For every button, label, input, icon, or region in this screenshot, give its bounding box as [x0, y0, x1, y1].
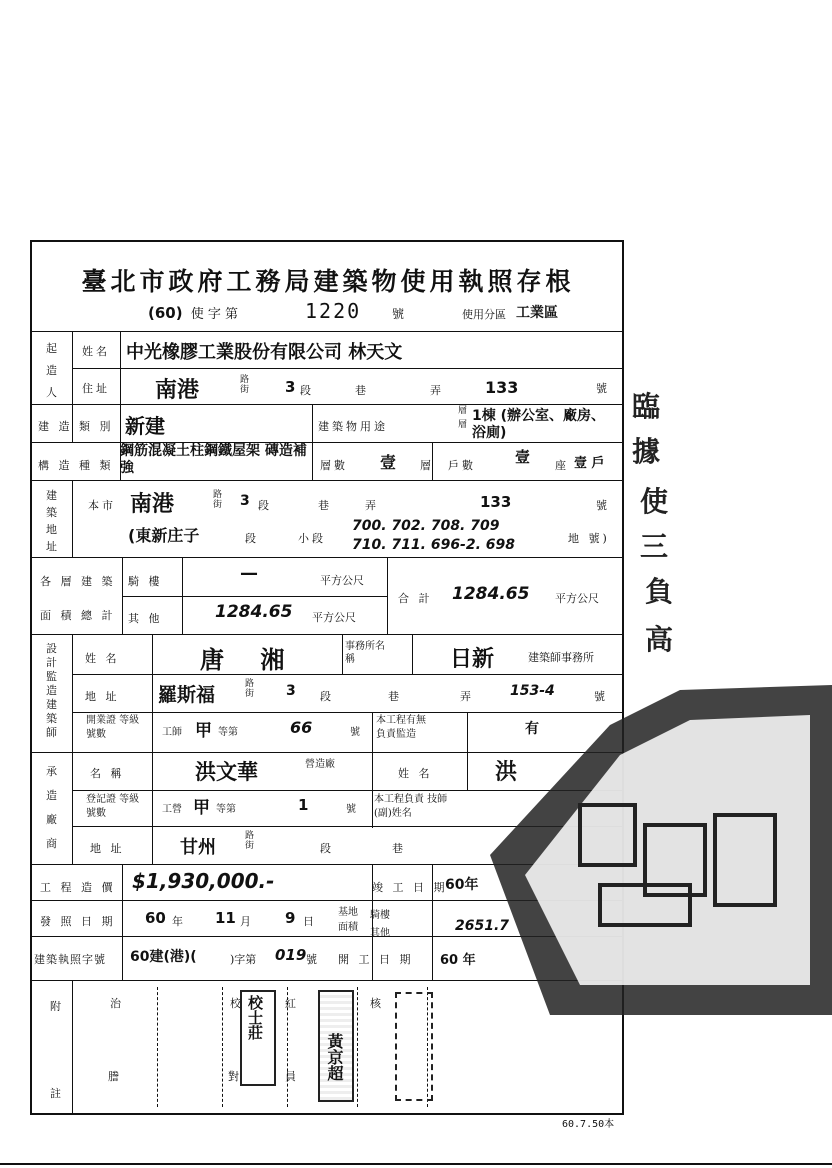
site-district-section: 段: [245, 532, 259, 545]
license-number: 1220: [305, 299, 362, 323]
issue-month: 11: [215, 909, 236, 927]
households-unit2: 壹 戶: [574, 456, 605, 471]
site-lots-label: 地 號): [568, 532, 610, 545]
designer-section: 3: [286, 683, 296, 699]
area-total-unit: 平方公尺: [555, 592, 599, 605]
contractor-section-label: 段: [320, 842, 334, 855]
edge-char-5: 負: [645, 575, 674, 608]
site-alley-label: 弄: [365, 499, 379, 512]
issue-month-label: 月: [240, 915, 254, 928]
applicant-lane-label: 巷: [355, 384, 369, 397]
site-group-label: 建 築 地 址: [46, 489, 60, 553]
start-value: 60 年: [440, 953, 476, 968]
issue-year-label: 年: [172, 915, 186, 928]
contractor-person-label: 姓 名: [398, 767, 433, 780]
issue-year: 60: [145, 909, 166, 927]
use-value: 1棟 (辦公室、廠房、浴廁): [472, 408, 606, 441]
designer-office: 日新: [450, 647, 495, 672]
designer-office-label: 事務所名稱: [345, 641, 385, 665]
remarks-top: 附: [50, 1000, 64, 1013]
site-road-unit: 路 街: [213, 490, 223, 510]
applicant-alley-label: 弄: [430, 384, 444, 397]
households-label: 戶數: [448, 459, 476, 472]
designer-reg-label: 開業證 等級號數: [86, 715, 140, 740]
designer-number-label: 號: [594, 690, 608, 703]
designer-reg-grade: 甲: [195, 721, 212, 741]
site-section-label: 段: [258, 499, 272, 512]
contractor-lane-label: 巷: [392, 842, 406, 855]
area-label-2: 面 積 總 計: [40, 609, 116, 622]
zone-label: 使用分區: [462, 308, 506, 321]
site-number-label: 號: [596, 499, 610, 512]
site-lots-2: 710. 711. 696-2. 698: [352, 537, 516, 553]
contractor-name-label: 名 稱: [90, 767, 125, 780]
cost-label: 工 程 造 價: [40, 881, 116, 894]
designer-reg-grade-label: 等第: [218, 727, 238, 738]
applicant-road-unit: 路 街: [240, 375, 250, 395]
document-title: 臺北市政府工務局建築物使用執照存根: [81, 267, 575, 296]
contractor-name: 洪文華: [195, 760, 258, 784]
arcade-unit: 平方公尺: [320, 574, 364, 587]
site-city: 本市: [88, 499, 116, 512]
issue-label: 發 照 日 期: [40, 915, 116, 928]
designer-alley-label: 弄: [460, 690, 474, 703]
edge-char-2: 據: [632, 435, 661, 468]
area-total-label: 合 計: [398, 592, 433, 605]
form-footer: 60.7.50本: [562, 1119, 615, 1130]
designer-road: 羅斯福: [158, 684, 216, 706]
remarks-bottom: 註: [50, 1087, 64, 1100]
floors-value: 壹: [380, 453, 397, 472]
applicant-addr-label: 住址: [82, 382, 110, 395]
stamp-cell-1: 治: [110, 997, 121, 1010]
households-unit: 座: [555, 459, 569, 472]
designer-group-label: 設 計 監 造 建 築 師: [46, 642, 60, 739]
structure-label: 構 造 種 類: [38, 459, 114, 472]
stamp-cell-3: 紅: [285, 997, 296, 1010]
contractor-reg-no-label: 號: [346, 804, 356, 815]
designer-office-suffix: 建築師事務所: [528, 651, 594, 664]
edge-char-6: 高: [645, 623, 674, 656]
applicant-number: 133: [485, 378, 519, 397]
applicant-road: 南港: [155, 378, 200, 403]
permit-number: 019: [275, 946, 307, 964]
contractor-reg-prefix: 工營: [162, 804, 182, 815]
contractor-person: 洪: [495, 760, 518, 785]
designer-lane-label: 巷: [388, 690, 402, 703]
households-value: 壹: [515, 448, 531, 466]
use-levels: 層 層: [458, 406, 468, 430]
applicant-group-label: 起 造 人: [46, 342, 60, 399]
designer-alley: 153-4: [510, 683, 555, 699]
site-district: (東新庄子: [128, 526, 200, 545]
site-number: 133: [480, 493, 512, 511]
contractor-road: 甘州: [180, 837, 216, 858]
start-label: 開 工 日 期: [338, 953, 414, 966]
type-value: 新建: [125, 414, 165, 438]
stamp-bottom-1: 謄: [108, 1070, 119, 1083]
contractor-tech-label: 本工程負責 技師(副)姓名: [374, 794, 448, 819]
applicant-section: 3: [285, 378, 296, 396]
arcade-value: —: [240, 563, 258, 584]
issue-day-label: 日: [303, 915, 317, 928]
contractor-reg-label: 登記證 等級號數: [86, 794, 140, 819]
permit-suffix: 號: [306, 953, 320, 966]
designer-supervise-label: 本工程有無 負責監造: [376, 715, 426, 740]
permit-value: 60建(港)(: [130, 949, 197, 965]
other-area-unit: 平方公尺: [312, 611, 356, 624]
site-lane-label: 巷: [318, 499, 332, 512]
other-area-value: 1284.65: [215, 602, 293, 622]
contractor-road-unit: 路 街: [245, 831, 255, 851]
area-total-value: 1284.65: [452, 584, 530, 604]
designer-name: 唐 湘: [200, 646, 299, 674]
permit-middle: )字第: [230, 953, 257, 966]
arcade-label: 騎 樓: [128, 575, 163, 588]
applicant-section-label: 段: [300, 384, 314, 397]
contractor-reg-grade-label: 等第: [216, 804, 236, 815]
stamp-cell-4: 核: [370, 997, 381, 1010]
base-area-label: 基地 面積: [338, 907, 358, 933]
applicant-number-label: 號: [596, 382, 610, 395]
applicant-name-label: 姓名: [82, 345, 110, 358]
complete-label: 竣 工 日 期: [372, 881, 448, 894]
base-other-label: 其他: [370, 928, 390, 939]
license-suffix: 號: [392, 307, 405, 321]
contractor-group-label: 承 造 廠 商: [46, 765, 60, 850]
applicant-name: 中光橡膠工業股份有限公司 林天文: [126, 342, 403, 363]
edge-char-1: 臨: [632, 390, 661, 423]
cost-value: $1,930,000.-: [132, 869, 275, 893]
stamp-bottom-2: 對: [228, 1070, 239, 1083]
designer-section-label: 段: [320, 690, 334, 703]
site-section: 3: [240, 493, 250, 509]
site-lots-1: 700. 702. 708. 709: [352, 518, 500, 534]
site-road: 南港: [130, 492, 175, 517]
complete-value: 60年: [445, 877, 479, 893]
designer-addr-label: 地 址: [85, 690, 120, 703]
issue-day: 9: [285, 909, 296, 927]
paper-bottom-edge: [0, 1163, 832, 1165]
seal-stamp-3: [395, 992, 433, 1101]
other-area-label: 其 他: [128, 612, 163, 625]
designer-name-label: 姓 名: [85, 652, 120, 665]
contractor-name-suffix: 營造廠: [305, 759, 335, 770]
zone-value: 工業區: [516, 305, 558, 321]
permit-label: 建築執照字號: [34, 953, 106, 966]
edge-char-4: 三: [640, 530, 669, 563]
contractor-reg-grade: 甲: [193, 798, 210, 818]
structure-value: 鋼筋混凝土柱鋼鐵屋架 磚造補強: [120, 443, 307, 476]
designer-road-unit: 路 街: [245, 679, 255, 699]
designer-reg-prefix: 工師: [162, 727, 182, 738]
contractor-reg-no: 1: [298, 796, 309, 814]
license-prefix-label: 使 字 第: [190, 307, 238, 322]
seal-stamp-2: 黃京超: [318, 990, 354, 1102]
area-label-1: 各 層 建 築: [40, 575, 116, 588]
seal-stamp-1: 校士莊: [240, 990, 276, 1086]
designer-reg-no: 66: [290, 718, 313, 737]
site-subsection: 小段: [298, 532, 326, 545]
floors-unit: 層: [420, 459, 434, 472]
floors-label: 層數: [320, 459, 348, 472]
stamp-bottom-3: 員: [285, 1070, 296, 1083]
edge-char-3: 使: [640, 485, 669, 518]
base-arcade-label: 騎樓: [370, 910, 390, 921]
designer-reg-no-label: 號: [350, 727, 360, 738]
stamp-cell-2: 校: [230, 997, 241, 1010]
overlapping-document: [430, 685, 832, 1015]
contractor-addr-label: 地 址: [90, 842, 125, 855]
base-other-value: 2651.7: [455, 918, 510, 934]
type-label: 建 造 類 別: [38, 420, 114, 433]
use-label: 建築物用途: [318, 420, 388, 433]
license-prefix: (60): [148, 304, 183, 322]
designer-supervise: 有: [525, 721, 539, 737]
